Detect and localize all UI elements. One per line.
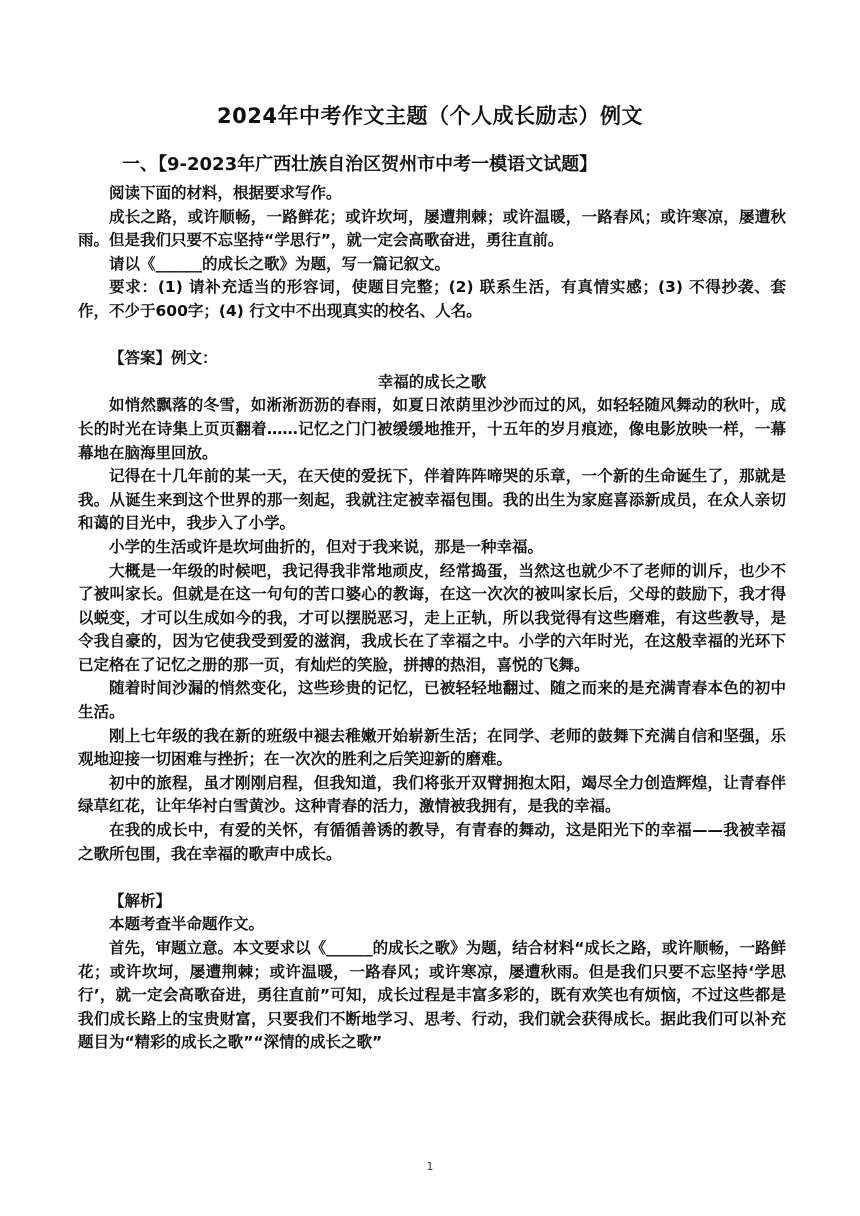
essay-paragraph: 小学的生活或许是坎坷曲折的，但对于我来说，那是一种幸福。 (109, 537, 544, 556)
prompt-requirements: 要求：(1) 请补充适当的形容词，使题目完整；(2) 联系生活，有真情实感；(3) 不得抄袭、套作，不少于600字；(4) 行文中不出现真实的校名、人名。 (78, 278, 786, 320)
essay-paragraph: 初中的旅程，虽才刚刚启程，但我知道，我们将张开双臂拥抱太阳，竭尽全力创造辉煌，让青春伴绿草红花，让年华衬白雪黄沙。这种青春的活力，激情被我拥有，是我的幸福。 (78, 773, 786, 816)
prompt-material: 成长之路，或许顺畅，一路鲜花；或许坎坷，屡遭荆棘；或许温暖，一路春风；或许寒凉，屡遭秋雨。但是我们只要不忘坚持“学思行”，就一定会高歌奋进，勇往直前。 (78, 207, 786, 250)
spacer (78, 324, 786, 348)
prompt-intro: 阅读下面的材料，根据要求写作。 (109, 184, 342, 202)
answer-label: 【答案】例文： (109, 349, 218, 368)
essay-paragraph: 大概是一年级的时候吧，我记得我非常地顽皮，经常捣蛋，当然这也就少不了老师的训斥，也少不了被叫家长。但就是在这一句句的苦口婆心的教诲，在这一次次的被叫家长后，父母的鼓励下，我才得以蜕变，才可以生成如今的我，才可以摆脱恶习，走上正轨，所以我觉得有这些磨难，有这些教导，是令我自豪的，因为它使我受到爱的滋润，我成长在了幸福之中。小学的六年时光，在这般幸福的光环下已定格在了记忆之册的那一页，有灿烂的笑脸，拼搏的热泪，喜悦的飞舞。 (78, 561, 786, 674)
spacer (78, 866, 786, 890)
document-body (78, 150, 786, 1055)
document-title: 2024年中考作文主题（个人成长励志）例文 (217, 104, 643, 128)
page-number: 1 (426, 1160, 434, 1173)
section-heading: 一、【9-2023年广西壮族自治区贺州市中考一模语文试题】 (122, 154, 598, 175)
essay-paragraph: 在我的成长中，有爱的关怀，有循循善诱的教导，有青春的舞动，这是阳光下的幸福——我被幸福之歌所包围，我在幸福的歌声中成长。 (78, 821, 786, 863)
analysis-paragraph: 首先，审题立意。本文要求以《______的成长之歌》为题，结合材料“成长之路，或许顺畅，一路鲜花；或许坎坷，屡遭荆棘；或许温暖，一路春风；或许寒凉，屡遭秋雨。但是我们只要不忘坚持‘学思行’，就一定会高歌奋进，勇往直前”可知，成长过程是丰富多彩的，既有欢笑也有烦恼，不过这些都是我们成长路上的宝贵财富，只要我们不断地学习、思考、行动，我们就会获得成长。据此我们可以补充题目为“精彩的成长之歌”“深情的成长之歌” (78, 939, 786, 1052)
essay-paragraph: 如悄然飘落的冬雪，如淅淅沥沥的春雨，如夏日浓荫里沙沙而过的风，如轻轻随风舞动的秋叶，成长的时光在诗集上页页翻着……记忆之门门被缓缓地推开，十五年的岁月痕迹，像电影放映一样，一幕幕地在脑海里回放。 (78, 396, 786, 462)
essay-paragraph: 刚上七年级的我在新的班级中褪去稚嫩开始崭新生活；在同学、老师的鼓舞下充满自信和坚强，乐观地迎接一切困难与挫折；在一次次的胜利之后笑迎新的磨难。 (78, 726, 786, 769)
analysis-paragraph: 本题考查半命题作文。 (109, 915, 265, 934)
essay-title: 幸福的成长之歌 (377, 372, 487, 391)
prompt-task: 请以《______的成长之歌》为题，写一篇记叙文。 (109, 254, 451, 273)
analysis-label: 【解析】 (109, 891, 172, 910)
essay-paragraph: 随着时间沙漏的悄然变化，这些珍贵的记忆，已被轻轻地翻过、随之而来的是充满青春本色的初中生活。 (78, 679, 786, 722)
essay-paragraph: 记得在十几年前的某一天，在天使的爱抚下，伴着阵阵啼哭的乐章，一个新的生命诞生了，那就是我。从诞生来到这个世界的那一刻起，我就注定被幸福包围。我的出生为家庭喜添新成员，在众人亲切和蔼的目光中，我步入了小学。 (78, 467, 786, 533)
